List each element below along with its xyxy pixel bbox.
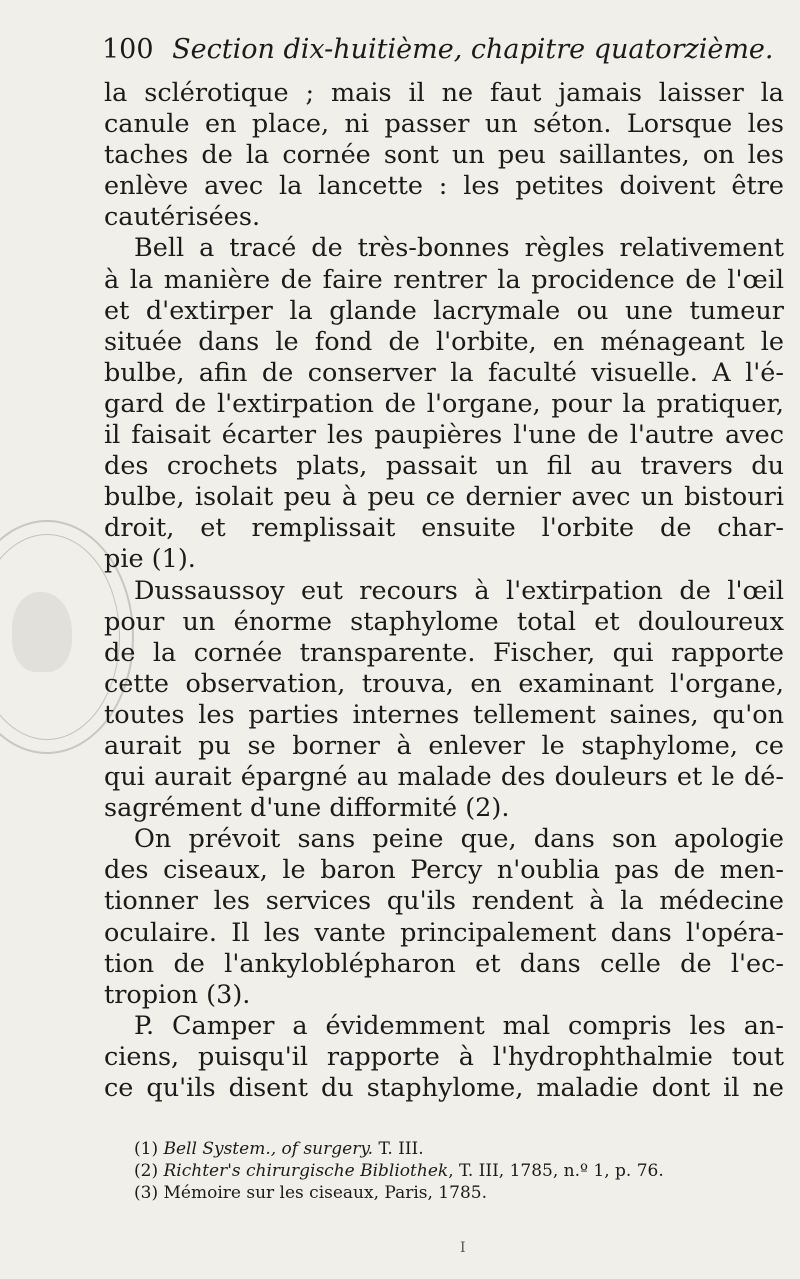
text-line: aurait pu se borner à enlever le staphylome, ce: [104, 730, 784, 761]
text-line: bulbe, isolait peu à peu ce dernier avec un bistouri: [104, 482, 784, 513]
text-line: qui aurait épargné au malade des douleurs et le dé-: [104, 762, 784, 793]
text-line: des crochets plats, passait un fil au travers du: [104, 451, 784, 482]
footnote-mark: (2): [134, 1161, 159, 1181]
text-line: sagrément d'une difformité (2).: [104, 793, 510, 824]
signature-mark: I: [460, 1240, 466, 1256]
text-line: tropion (3).: [104, 979, 251, 1010]
page-number: 100: [102, 34, 154, 65]
text-line: bulbe, afin de conserver la faculté visuelle. A l'é-: [104, 357, 784, 388]
text-line: la sclérotique ; mais il ne faut jamais laisser la: [104, 78, 784, 108]
text-line: cette observation, trouva, en examinant l'organe,: [104, 668, 784, 699]
text-line: gard de l'extirpation de l'organe, pour la pratiquer,: [104, 388, 784, 419]
text-line: P. Camper a évidemment mal compris les an-: [134, 1010, 784, 1041]
text-line: à la manière de faire rentrer la procidence de l'œil: [104, 264, 784, 295]
text-line: située dans le fond de l'orbite, en ménageant le: [104, 326, 784, 357]
footnote: [134, 1182, 784, 1204]
text-line: pie (1).: [104, 544, 196, 575]
text-line: Bell a tracé de très-bonnes règles relativement: [134, 233, 784, 264]
text-line: ce qu'ils disent du staphylome, maladie dont il ne: [104, 1073, 784, 1103]
running-title: Section dix-huitième, chapitre quatorzième.: [172, 34, 774, 65]
text-line: de la cornée transparente. Fischer, qui rapporte: [104, 637, 784, 668]
text-line: droit, et remplissait ensuite l'orbite de char-: [104, 513, 784, 544]
running-header: [102, 30, 782, 70]
footnote-mark: (3): [134, 1183, 159, 1203]
footnote-text: , T. III, 1785, n.º 1, p. 76.: [448, 1161, 664, 1181]
footnotes: [134, 1138, 784, 1204]
footnote-italic: Richter's chirurgische Bibliothek: [163, 1161, 449, 1181]
body-text: [104, 78, 784, 1104]
text-line: ciens, puisqu'il rapporte à l'hydrophthalmie tout: [104, 1041, 784, 1072]
footnote: [134, 1138, 784, 1160]
text-line: pour un énorme staphylome total et douloureux: [104, 606, 784, 637]
text-line: taches de la cornée sont un peu saillantes, on les: [104, 140, 784, 171]
footnote-italic: Bell System., of surgery.: [163, 1139, 374, 1159]
text-line: oculaire. Il les vante principalement dans l'opéra-: [104, 917, 784, 948]
text-line: toutes les parties internes tellement saines, qu'on: [104, 699, 784, 730]
text-line: Dussaussoy eut recours à l'extirpation de l'œil: [134, 575, 784, 606]
footnote-text: T. III.: [373, 1139, 424, 1159]
text-line: tion de l'ankyloblépharon et dans celle de l'ec-: [104, 948, 784, 979]
text-line: cautérisées.: [104, 202, 261, 233]
text-line: canule en place, ni passer un séton. Lorsque les: [104, 109, 784, 140]
text-line: et d'extirper la glande lacrymale ou une tumeur: [104, 295, 784, 326]
text-line: enlève avec la lancette : les petites doivent être: [104, 171, 784, 202]
text-line: On prévoit sans peine que, dans son apologie: [134, 824, 784, 855]
footnote-text: Mémoire sur les ciseaux, Paris, 1785.: [163, 1183, 487, 1203]
footnote-mark: (1): [134, 1139, 159, 1159]
text-line: des ciseaux, le baron Percy n'oublia pas de men-: [104, 855, 784, 886]
text-line: il faisait écarter les paupières l'une de l'autre avec: [104, 420, 784, 451]
text-line: tionner les services qu'ils rendent à la médecine: [104, 886, 784, 917]
footnote: [134, 1160, 784, 1182]
